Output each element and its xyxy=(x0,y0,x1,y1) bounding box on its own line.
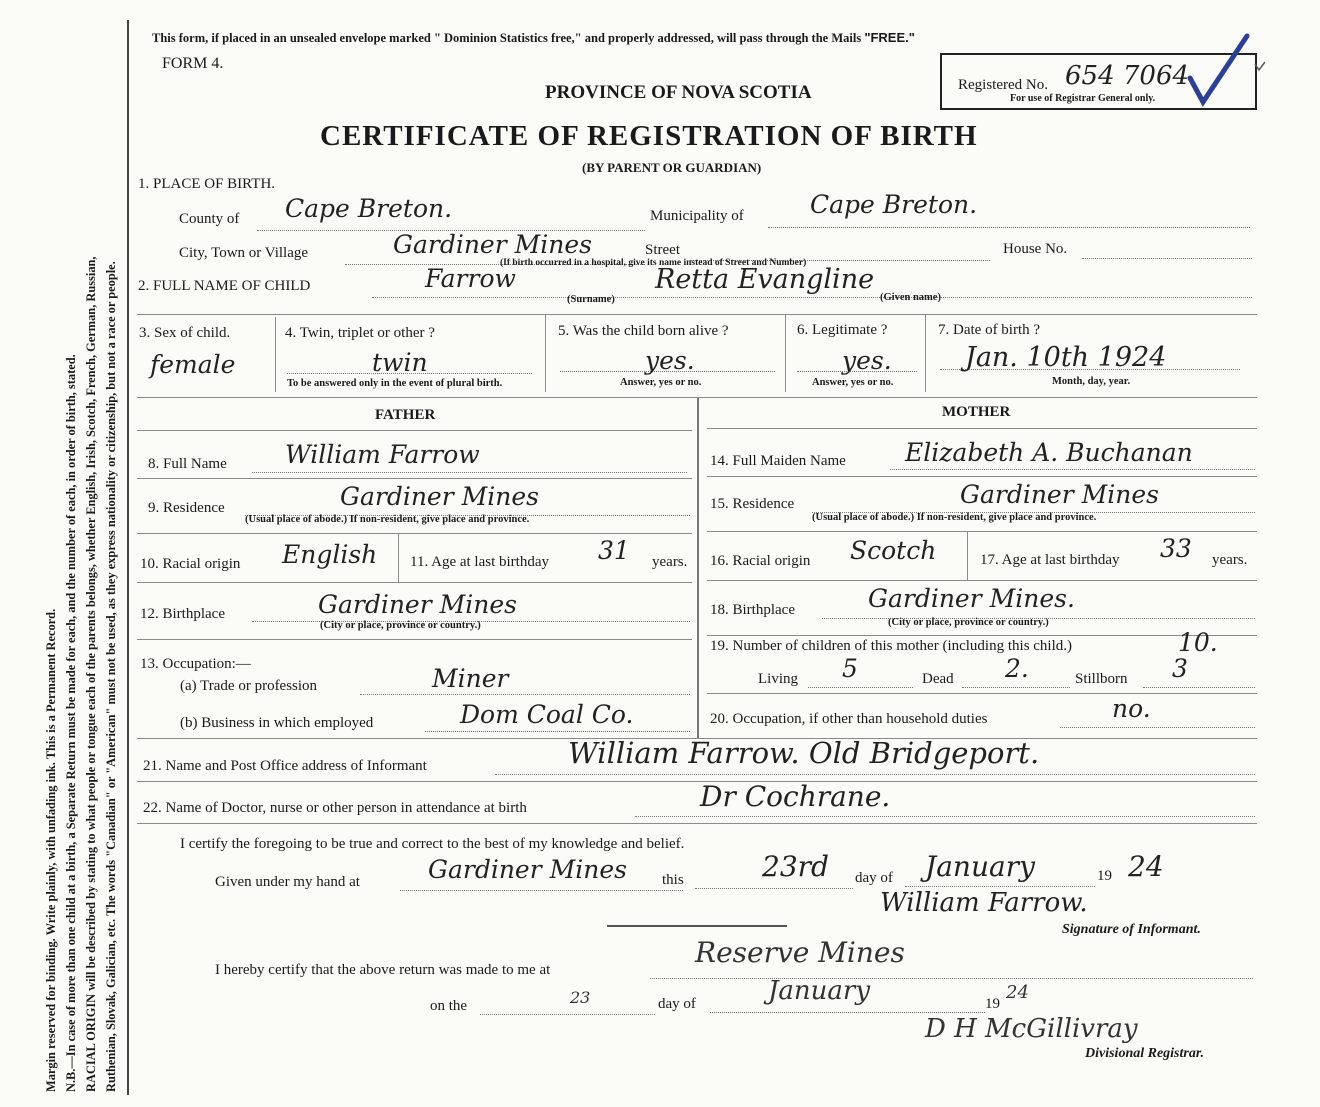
street-label: Street xyxy=(645,242,680,258)
county-label: County of xyxy=(179,211,240,227)
registrar-month-value: January xyxy=(768,976,871,1006)
legitimate-note: Answer, yes or no. xyxy=(812,377,894,388)
twin-value: twin xyxy=(372,348,428,377)
margin-note-2: N.B.—In case of more than one child at a birth, a Separate Return must be made for each, and the number of each, in order of birth, stated. xyxy=(64,354,78,1092)
certify-month-value: January xyxy=(925,850,1035,883)
alive-note: Answer, yes or no. xyxy=(620,377,702,388)
form-number: FORM 4. xyxy=(162,55,224,72)
informant-signature-caption: Signature of Informant. xyxy=(1062,922,1201,937)
mail-notice-text: This form, if placed in an unsealed envelope marked " Dominion Statistics free," and properly addressed, will pass through the Mails xyxy=(152,31,862,45)
mother-children-label: 19. Number of children of this mother (including this child.) xyxy=(710,638,1073,654)
sex-value: female xyxy=(150,350,236,379)
legitimate-value: yes. xyxy=(842,346,892,375)
check-mark-icon xyxy=(1185,28,1265,108)
certify-day-value: 23rd xyxy=(762,850,829,883)
father-birthplace-label: 12. Birthplace xyxy=(140,606,225,622)
mother-racial-label: 16. Racial origin xyxy=(710,553,811,569)
dead-value: 2. xyxy=(1005,654,1029,683)
dob-label: 7. Date of birth ? xyxy=(938,322,1041,338)
certify-year-prefix: 19 xyxy=(1097,868,1112,884)
municipality-value: Cape Breton. xyxy=(810,190,978,219)
registrar-year-value: 24 xyxy=(1006,982,1029,1003)
stillborn-value: 3 xyxy=(1172,654,1188,683)
mother-years-label: years. xyxy=(1212,552,1248,568)
father-occupation-label: 13. Occupation:— xyxy=(140,656,251,672)
mother-age-value: 33 xyxy=(1160,534,1192,563)
registrar-caption: Divisional Registrar. xyxy=(1085,1046,1205,1061)
registered-number: 654 7064 xyxy=(1065,61,1190,91)
mother-occupation-label: 20. Occupation, if other than household duties xyxy=(710,711,988,727)
father-name-value: William Farrow xyxy=(285,440,480,469)
mother-residence-label: 15. Residence xyxy=(710,496,795,512)
father-racial-value: English xyxy=(282,540,378,569)
father-residence-label: 9. Residence xyxy=(148,500,225,516)
stillborn-label: Stillborn xyxy=(1075,671,1128,687)
twin-label: 4. Twin, triplet or other ? xyxy=(285,325,435,341)
county-value: Cape Breton. xyxy=(285,194,453,223)
dead-label: Dead xyxy=(922,671,954,687)
certify-year-value: 24 xyxy=(1128,850,1164,883)
father-age-value: 31 xyxy=(598,536,630,565)
page-subtitle: (BY PARENT OR GUARDIAN) xyxy=(582,160,762,175)
page-title: CERTIFICATE OF REGISTRATION OF BIRTH xyxy=(320,120,978,152)
margin-note-1: Margin reserved for binding. Write plainly, with unfading ink. This is a Permanent Record. xyxy=(44,608,58,1092)
street-note: (If birth occurred in a hospital, give its name instead of Street and Number) xyxy=(500,258,807,268)
mail-notice-free: "FREE." xyxy=(864,30,915,45)
municipality-label: Municipality of xyxy=(650,208,744,224)
registrar-year-prefix: 19 xyxy=(985,996,1000,1012)
mother-birthplace-label: 18. Birthplace xyxy=(710,602,795,618)
city-label: City, Town or Village xyxy=(179,245,309,261)
sex-label: 3. Sex of child. xyxy=(139,325,231,341)
mother-birthplace-value: Gardiner Mines. xyxy=(868,584,1075,613)
registrar-statement: I hereby certify that the above return was made to me at xyxy=(215,962,551,978)
dob-value: Jan. 10th 1924 xyxy=(965,342,1167,373)
registered-label: Registered No. xyxy=(958,77,1048,93)
registrar-place-value: Reserve Mines xyxy=(695,936,905,969)
registrar-day-value: 23 xyxy=(570,988,591,1007)
doctor-value: Dr Cochrane. xyxy=(700,780,891,813)
father-business-label: (b) Business in which employed xyxy=(180,715,374,731)
father-name-label: 8. Full Name xyxy=(148,456,227,472)
margin-note-4: Ruthenian, Slovak, Galician, etc. The words "Canadian" or "American" must not be used, as they express nationality or citizenship, but not a race or people. xyxy=(104,261,118,1092)
city-value: Gardiner Mines xyxy=(393,230,592,259)
child-given-name: Retta Evangline xyxy=(655,264,875,295)
mail-notice xyxy=(152,30,915,46)
twin-note: To be answered only in the event of plural birth. xyxy=(287,378,503,389)
mother-occupation-value: no. xyxy=(1112,694,1151,723)
doctor-label: 22. Name of Doctor, nurse or other person in attendance at birth xyxy=(143,800,527,816)
certify-place-value: Gardiner Mines xyxy=(428,855,627,884)
place-heading: 1. PLACE OF BIRTH. xyxy=(138,176,276,192)
mother-residence-note: (Usual place of abode.) If non-resident, give place and province. xyxy=(812,512,1097,523)
informant-signature: William Farrow. xyxy=(880,888,1088,918)
mother-name-value: Elizabeth A. Buchanan xyxy=(905,438,1193,467)
house-label: House No. xyxy=(1003,241,1068,257)
father-residence-note: (Usual place of abode.) If non-resident, give place and province. xyxy=(245,514,530,525)
informant-label: 21. Name and Post Office address of Informant xyxy=(143,758,427,774)
certify-day-of-label: day of xyxy=(855,870,893,886)
province-heading: PROVINCE OF NOVA SCOTIA xyxy=(545,82,812,103)
father-birthplace-note: (City or place, province or country.) xyxy=(320,620,481,631)
mother-age-label: 17. Age at last birthday xyxy=(980,552,1120,568)
margin-note-3: RACIAL ORIGIN will be described by stating to what people or tongue each of the parents belongs, whether English, Irish, Scotch, French, German, Russian, xyxy=(84,256,98,1092)
alive-value: yes. xyxy=(645,346,695,375)
binding-margin xyxy=(0,0,128,1107)
mother-racial-value: Scotch xyxy=(850,536,937,565)
mother-birthplace-note: (City or place, province or country.) xyxy=(888,617,1049,628)
father-age-label: 11. Age at last birthday xyxy=(410,554,549,570)
father-racial-label: 10. Racial origin xyxy=(140,556,241,572)
mother-children-value: 10. xyxy=(1178,628,1218,657)
child-surname: Farrow xyxy=(425,264,516,293)
given-caption: (Given name) xyxy=(880,292,941,303)
alive-label: 5. Was the child born alive ? xyxy=(558,323,729,339)
certify-this-label: this xyxy=(662,872,684,888)
certify-statement: I certify the foregoing to be true and correct to the best of my knowledge and belief. xyxy=(180,836,685,852)
registrar-on-label: on the xyxy=(430,998,468,1014)
mother-name-label: 14. Full Maiden Name xyxy=(710,453,846,469)
legitimate-label: 6. Legitimate ? xyxy=(797,322,888,338)
father-trade-value: Miner xyxy=(432,664,509,693)
given-under-label: Given under my hand at xyxy=(215,874,360,890)
binding-line xyxy=(127,20,129,1095)
father-trade-label: (a) Trade or profession xyxy=(180,678,318,694)
dob-note: Month, day, year. xyxy=(1052,376,1131,387)
father-years-label: years. xyxy=(652,554,688,570)
father-residence-value: Gardiner Mines xyxy=(340,482,539,511)
mother-heading: MOTHER xyxy=(942,404,1011,420)
registrar-note: For use of Registrar General only. xyxy=(1010,93,1156,104)
father-business-value: Dom Coal Co. xyxy=(460,700,634,729)
father-heading: FATHER xyxy=(375,407,436,423)
mother-residence-value: Gardiner Mines xyxy=(960,480,1159,509)
surname-caption: (Surname) xyxy=(567,294,615,305)
child-name-label: 2. FULL NAME OF CHILD xyxy=(138,278,311,294)
registrar-signature: D H McGillivray xyxy=(925,1014,1138,1044)
registrar-day-of-label: day of xyxy=(658,996,696,1012)
informant-value: William Farrow. Old Bridgeport. xyxy=(568,736,1040,770)
living-label: Living xyxy=(758,671,798,687)
father-birthplace-value: Gardiner Mines xyxy=(318,590,517,619)
living-value: 5 xyxy=(842,654,858,683)
